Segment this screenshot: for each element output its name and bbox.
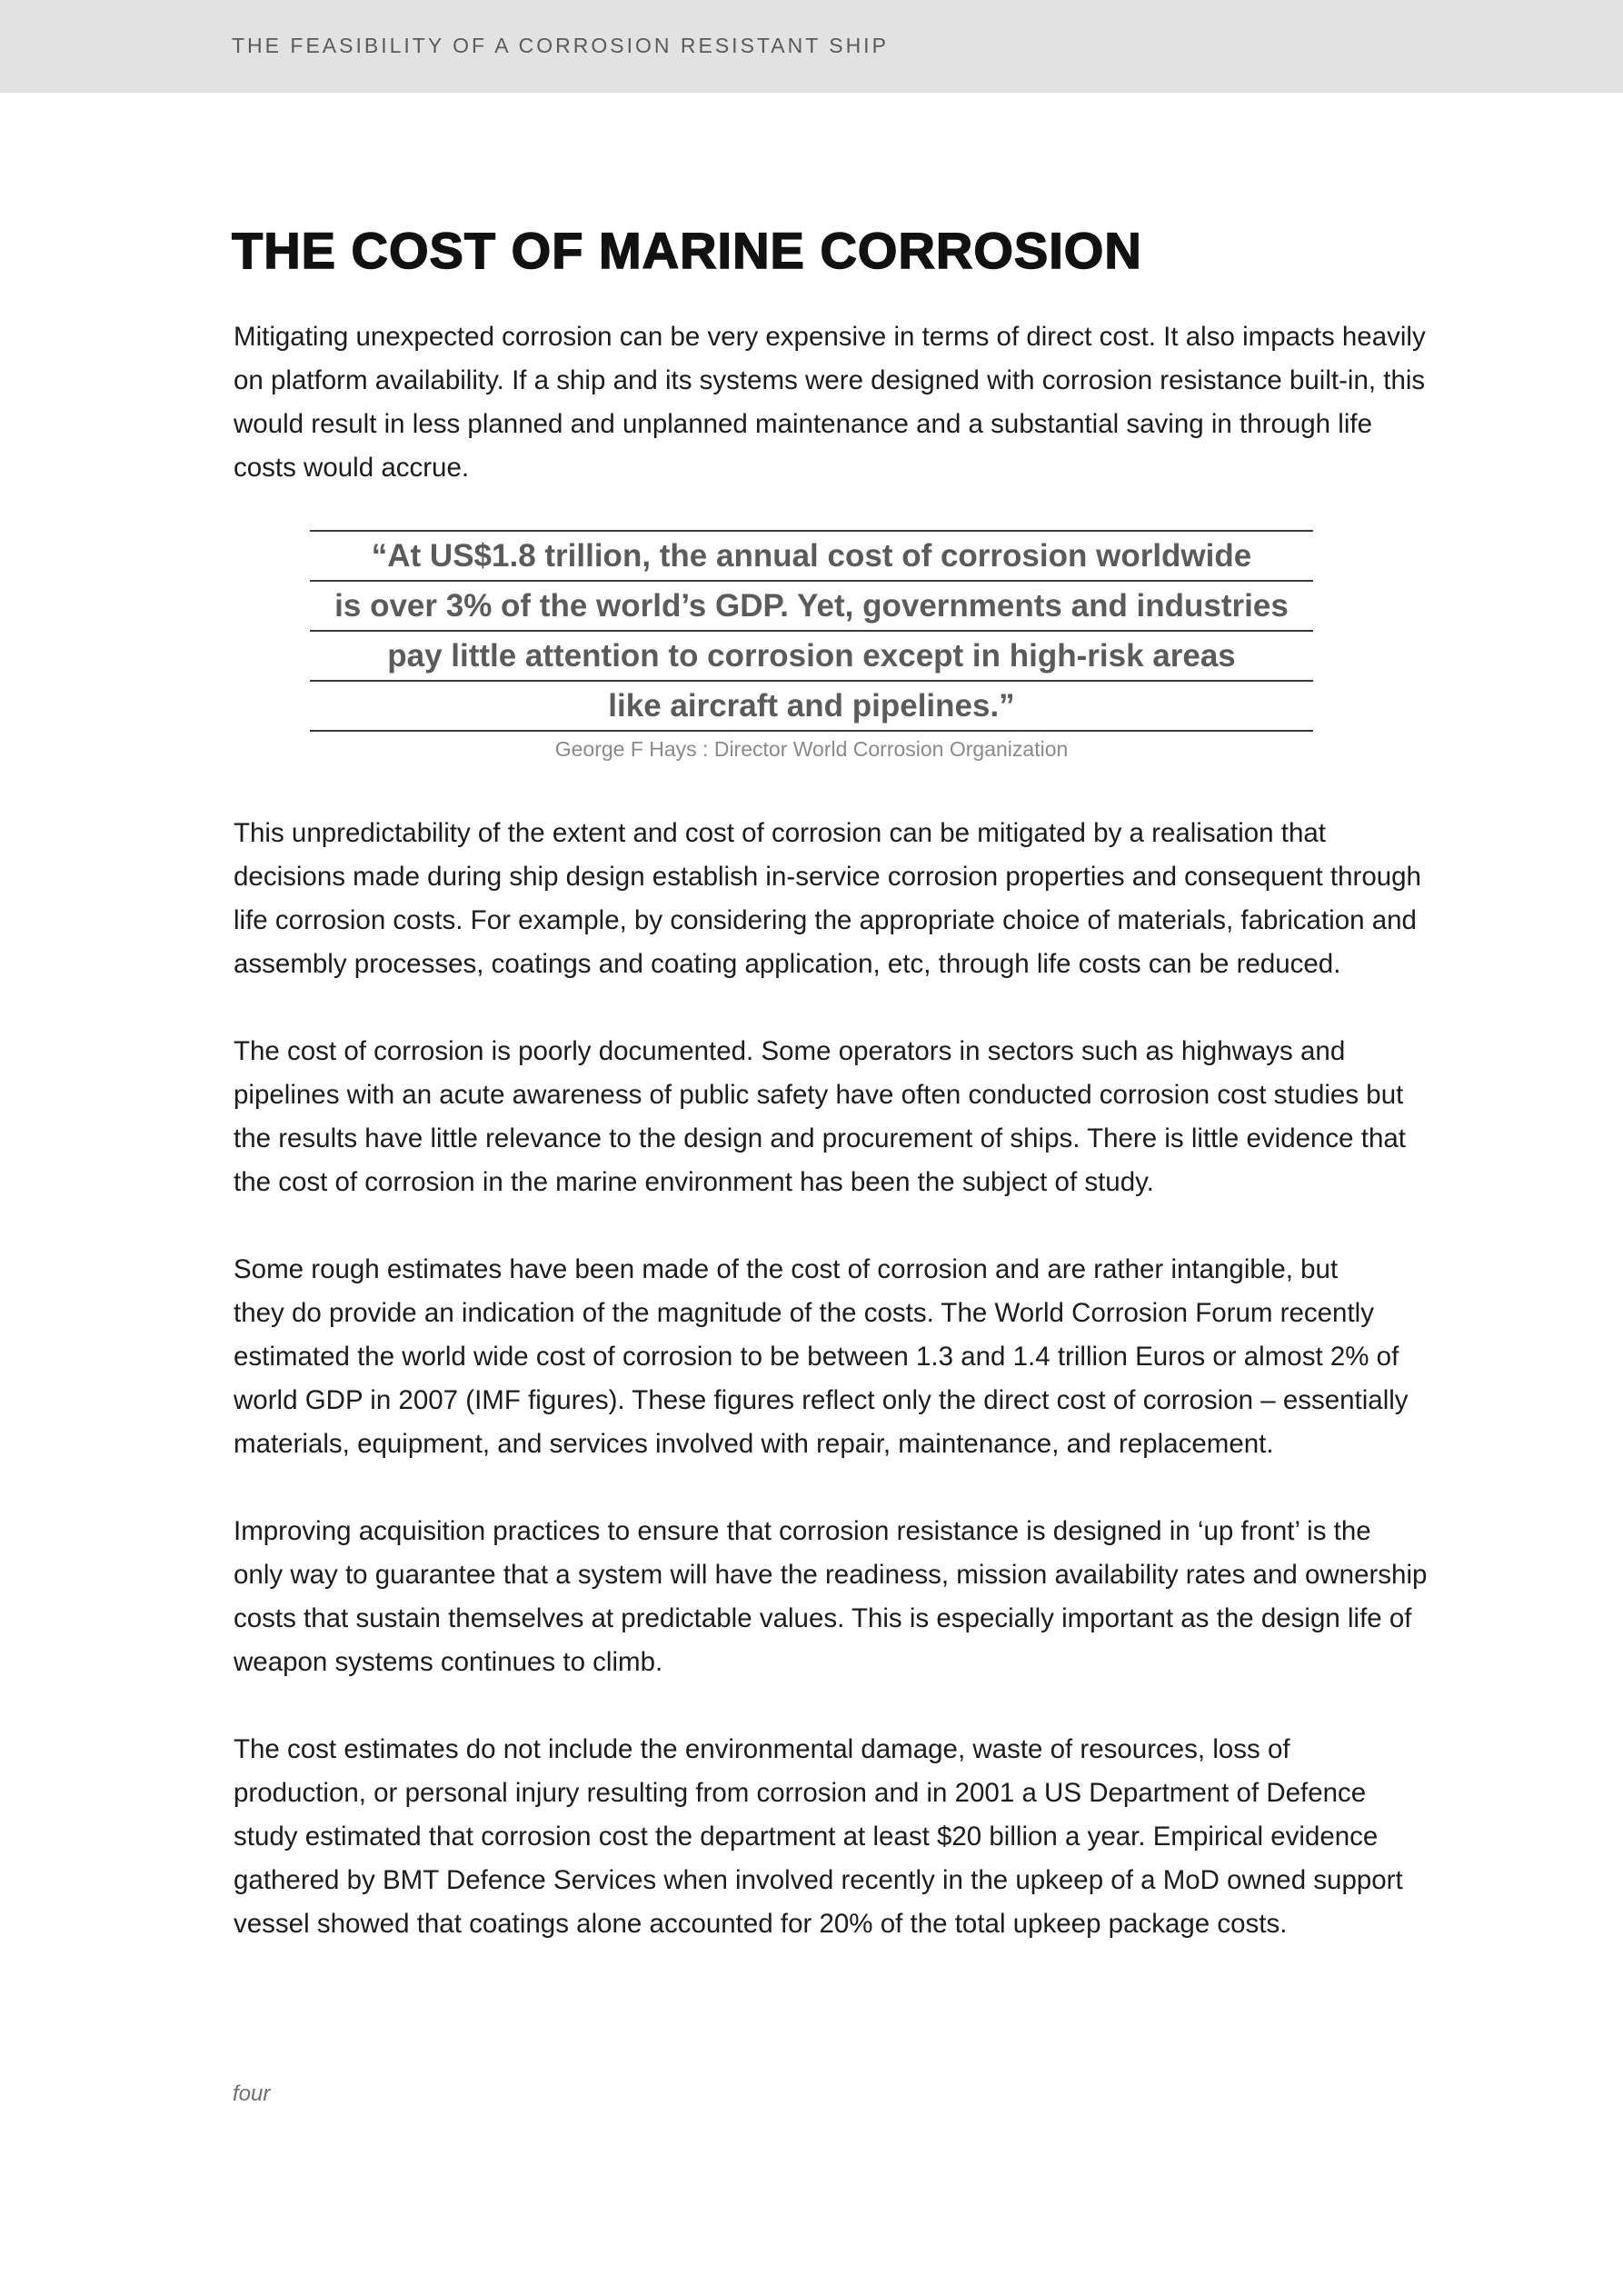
paragraph-line: gathered by BMT Defence Services when involved recently in the upkeep of a MoD owned support [234, 1865, 1403, 1895]
paragraph-line: they do provide an indication of the magnitude of the costs. The World Corrosion Forum recently [234, 1298, 1374, 1328]
body-paragraph-6 [234, 1728, 1406, 1946]
paragraph-line: This unpredictability of the extent and cost of corrosion can be mitigated by a realisation that [234, 818, 1326, 848]
paragraph-line: production, or personal injury resulting from corrosion and in 2001 a US Department of Defence [234, 1778, 1367, 1808]
paragraph-line: Some rough estimates have been made of the cost of corrosion and are rather intangible, but [234, 1254, 1339, 1284]
quote-line: is over 3% of the world’s GDP. Yet, governments and industries [310, 580, 1313, 630]
body-paragraph-1 [234, 315, 1426, 490]
paragraph-line: study estimated that corrosion cost the department at least $20 billion a year. Empirical evidence [234, 1822, 1379, 1852]
paragraph-line: weapon systems continues to climb. [234, 1647, 663, 1677]
paragraph-line: would result in less planned and unplanned maintenance and a substantial saving in through life [234, 409, 1372, 439]
paragraph-line: the results have little relevance to the design and procurement of ships. There is little evidence that [234, 1123, 1406, 1153]
paragraph-line: world GDP in 2007 (IMF figures). These figures reflect only the direct cost of corrosion – essentially [234, 1385, 1409, 1415]
quote-line: “At US$1.8 trillion, the annual cost of corrosion worldwide [310, 530, 1313, 580]
running-header [0, 0, 1623, 93]
quote-line: pay little attention to corrosion except in high-risk areas [310, 630, 1313, 680]
paragraph-line: costs that sustain themselves at predictable values. This is especially important as the design life of [234, 1603, 1412, 1633]
quote-attribution: George F Hays : Director World Corrosion Organization [554, 737, 1069, 761]
paragraph-line: decisions made during ship design establish in-service corrosion properties and consequent through [234, 862, 1421, 892]
paragraph-line: assembly processes, coatings and coating application, etc, through life costs can be reduced. [234, 949, 1341, 979]
quote-line: like aircraft and pipelines.” [310, 680, 1313, 732]
body-paragraph-3 [234, 1030, 1406, 1204]
paragraph-line: costs would accrue. [234, 453, 470, 483]
paragraph-line: only way to guarantee that a system will have the readiness, mission availability rates and ownership [234, 1560, 1428, 1590]
paragraph-line: life corrosion costs. For example, by considering the appropriate choice of materials, fabrication and [234, 905, 1417, 935]
paragraph-line: The cost estimates do not include the environmental damage, waste of resources, loss of [234, 1734, 1290, 1764]
paragraph-line: pipelines with an acute awareness of public safety have often conducted corrosion cost studies but [234, 1080, 1404, 1110]
paragraph-line: Mitigating unexpected corrosion can be very expensive in terms of direct cost. It also impacts heavily [234, 322, 1426, 352]
paragraph-line: The cost of corrosion is poorly documented. Some operators in sectors such as highways and [234, 1036, 1346, 1066]
running-header-title: THE FEASIBILITY OF A CORROSION RESISTANT SHIP [232, 34, 889, 57]
paragraph-line: Improving acquisition practices to ensure that corrosion resistance is designed in ‘up front’ is the [234, 1516, 1371, 1546]
body-paragraph-2 [234, 812, 1421, 986]
paragraph-line: the cost of corrosion in the marine environment has been the subject of study. [234, 1167, 1154, 1197]
paragraph-line: materials, equipment, and services involved with repair, maintenance, and replacement. [234, 1429, 1274, 1459]
pull-quote [310, 530, 1313, 732]
paragraph-line: on platform availability. If a ship and its systems were designed with corrosion resistance built-in, this [234, 365, 1426, 395]
paragraph-line: vessel showed that coatings alone accounted for 20% of the total upkeep package costs. [234, 1909, 1288, 1939]
body-paragraph-4 [234, 1248, 1409, 1466]
paragraph-line: estimated the world wide cost of corrosion to be between 1.3 and 1.4 trillion Euros or almost 2% of [234, 1342, 1399, 1372]
body-paragraph-5 [234, 1510, 1428, 1684]
page-number: four [233, 2081, 271, 2106]
page-title: THE COST OF MARINE CORROSION [232, 222, 1142, 279]
